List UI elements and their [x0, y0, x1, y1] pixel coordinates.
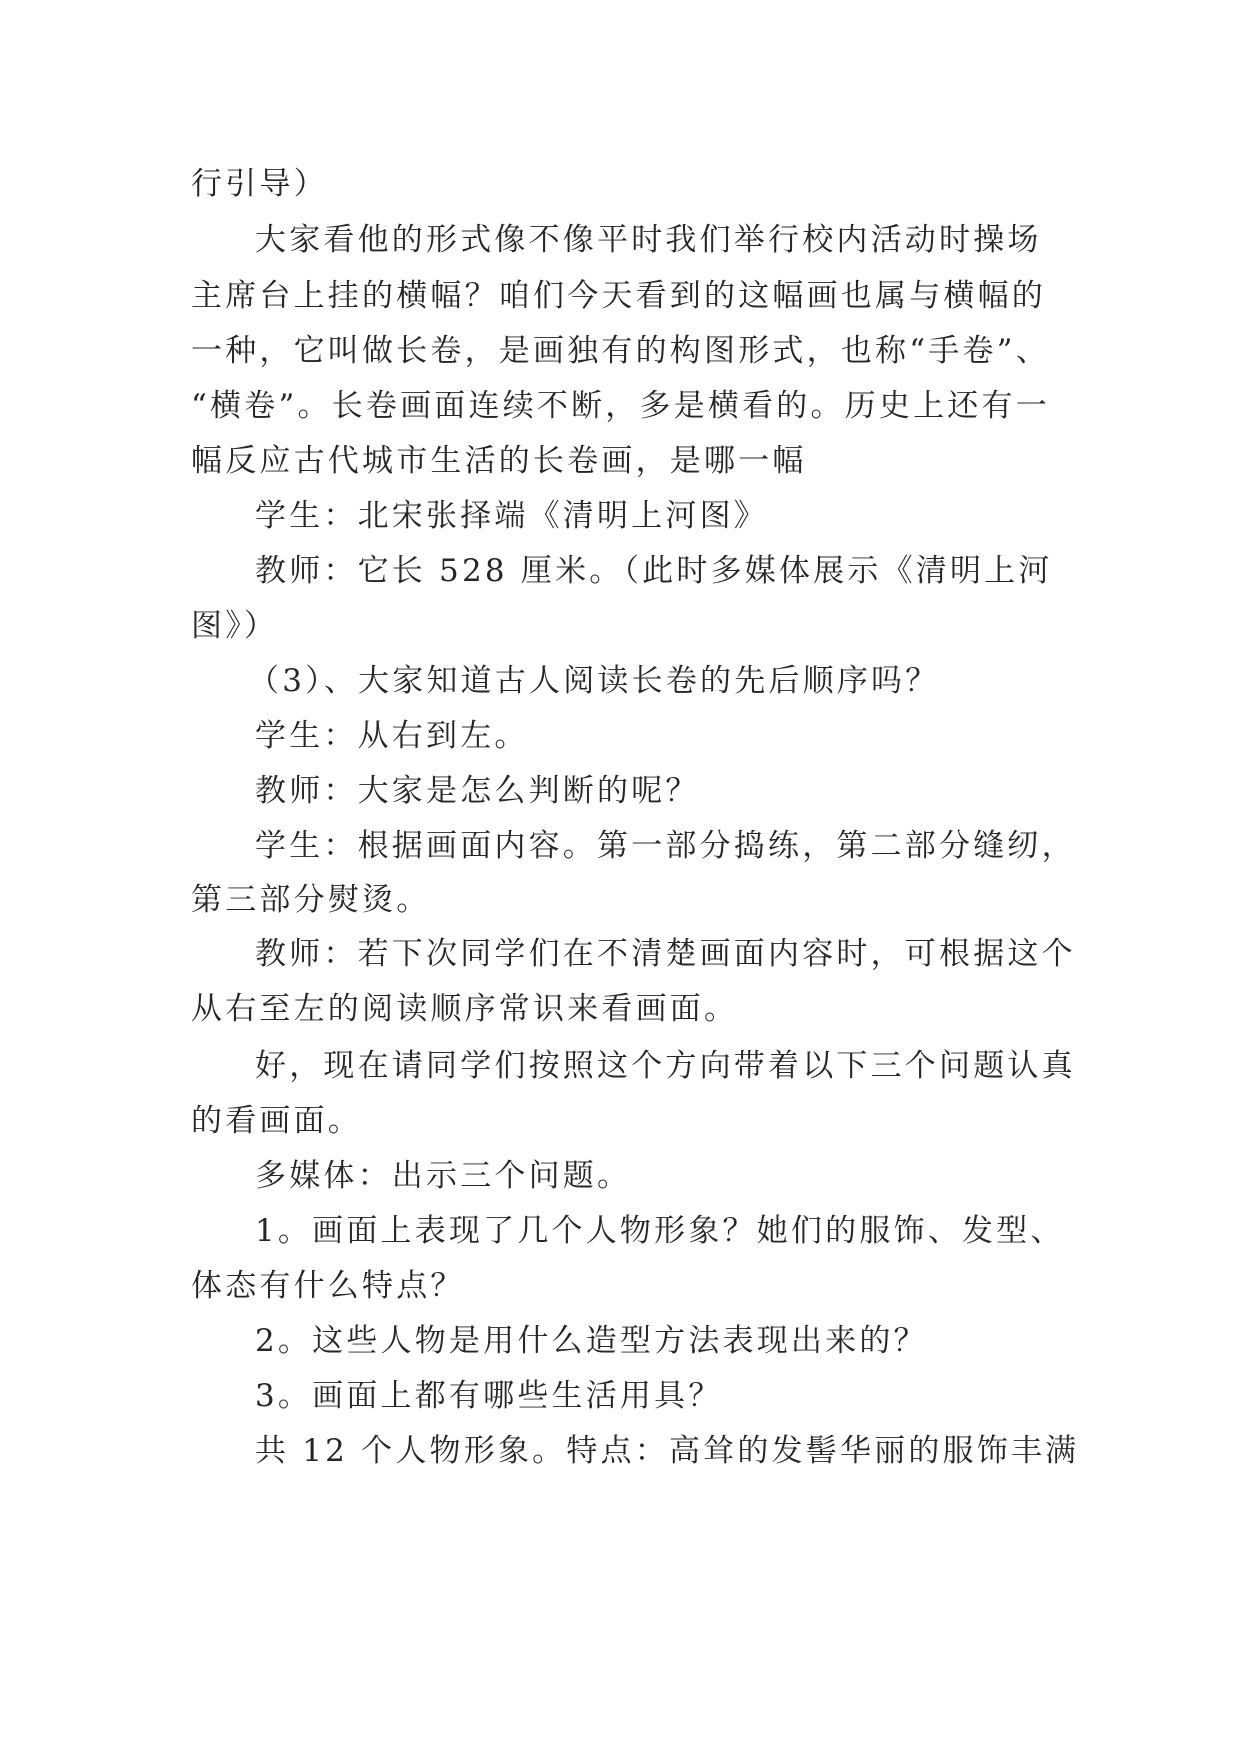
- text-line: 教师：大家是怎么判断的呢？: [255, 773, 700, 809]
- text-line: 3。画面上都有哪些生活用具？: [255, 1378, 723, 1414]
- text-line: 的看画面。: [191, 1103, 362, 1139]
- text-line: 教师：它长 528 厘米。（此时多媒体展示《清明上河: [255, 553, 1053, 589]
- text-line: 好，现在请同学们按照这个方向带着以下三个问题认真: [255, 1048, 1076, 1084]
- text-line: “横卷”。长卷画面连续不断，多是横看的。历史上还有一: [191, 388, 1050, 424]
- text-line: （3）、大家知道古人阅读长卷的先后顺序吗？: [248, 663, 940, 699]
- text-line: 共 12 个人物形象。特点：高耸的发髻华丽的服饰丰满: [255, 1433, 1080, 1469]
- text-line: 行引导）: [191, 166, 328, 202]
- text-line: 第三部分熨烫。: [191, 882, 431, 918]
- text-line: 2。这些人物是用什么造型方法表现出来的？: [255, 1323, 928, 1359]
- text-line: 教师：若下次同学们在不清楚画面内容时，可根据这个: [255, 936, 1076, 972]
- text-line: 1。画面上表现了几个人物形象？她们的服饰、发型、: [255, 1213, 1065, 1249]
- text-line: 体态有什么特点？: [191, 1268, 465, 1304]
- text-line: 从右至左的阅读顺序常识来看画面。: [191, 991, 739, 1027]
- text-line: 主席台上挂的横幅？咱们今天看到的这幅画也属与横幅的: [191, 278, 1046, 314]
- text-line: 一种，它叫做长卷，是画独有的构图形式，也称“手卷”、: [191, 333, 1050, 369]
- text-line: 大家看他的形式像不像平时我们举行校内活动时操场: [255, 222, 1042, 258]
- text-line: 幅反应古代城市生活的长卷画，是哪一幅: [191, 443, 807, 479]
- text-line: 学生：从右到左。: [255, 718, 529, 754]
- text-line: 图》）: [191, 608, 279, 644]
- text-line: 学生：北宋张择端《清明上河图》: [255, 498, 768, 534]
- text-line: 多媒体：出示三个问题。: [255, 1158, 632, 1194]
- text-line: 学生：根据画面内容。第一部分捣练，第二部分缝纫，: [255, 828, 1076, 864]
